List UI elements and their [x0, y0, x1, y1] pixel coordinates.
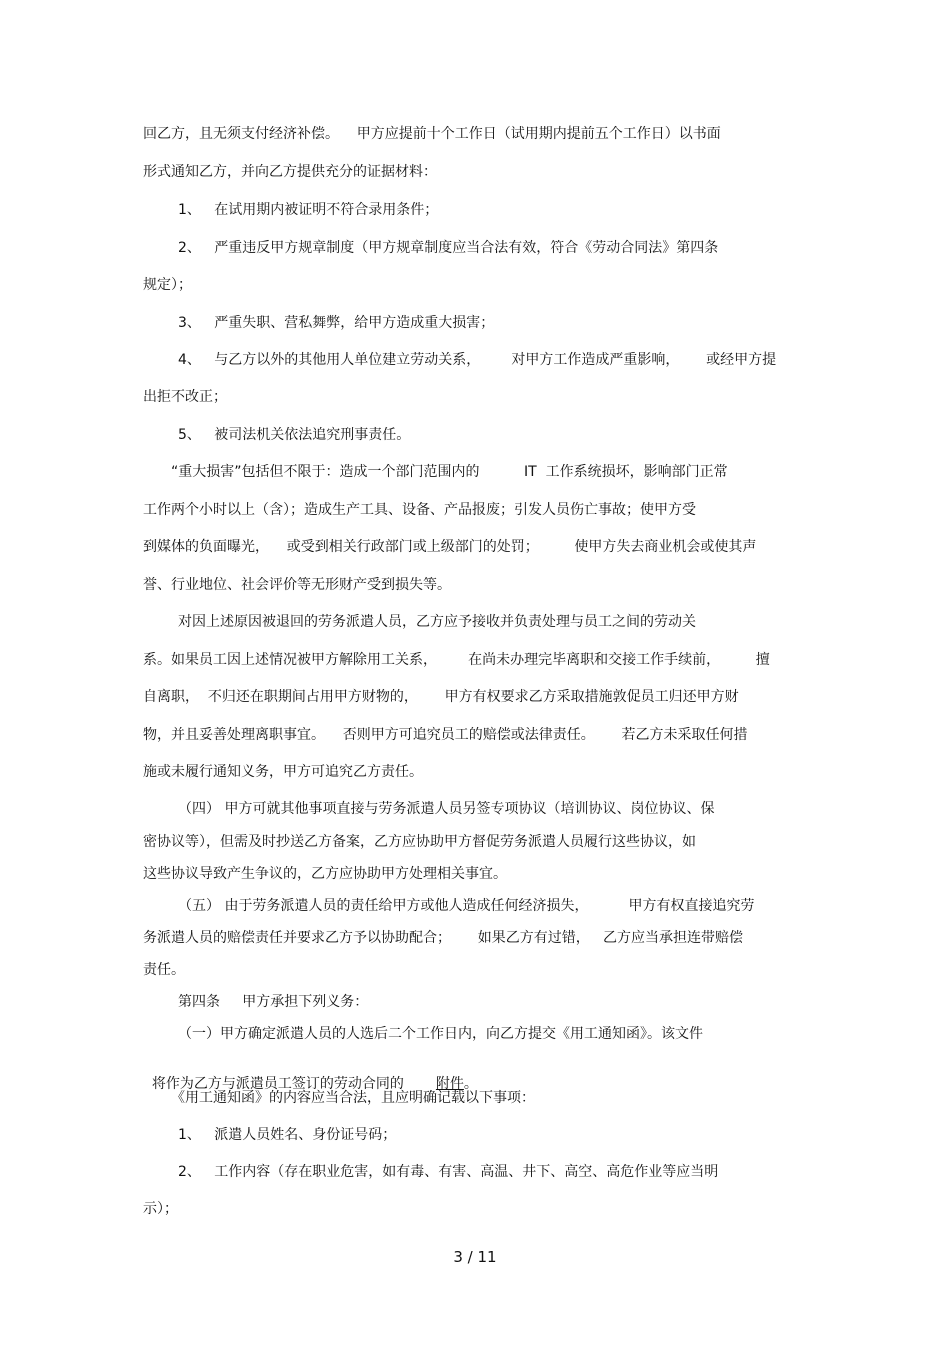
text-line: 对因上述原因被退回的劳务派遣人员，乙方应予接收并负责处理与员工之间的劳动关	[178, 614, 696, 630]
text-line: （五） 由于劳务派遣人员的责任给甲方或他人造成任何经济损失， 甲方有权直接追究劳	[178, 898, 755, 914]
text-segment: 。	[463, 1076, 478, 1092]
text-line: 回乙方，且无须支付经济补偿。 甲方应提前十个工作日（试用期内提前五个工作日）以书面	[143, 126, 721, 142]
text-line: 自离职， 不归还在职期间占用甲方财物的， 甲方有权要求乙方采取措施敦促员工归还甲方财	[143, 689, 739, 705]
text-line: 1、 在试用期内被证明不符合录用条件；	[178, 202, 439, 218]
text-line: 3、 严重失职、营私舞弊，给甲方造成重大损害；	[178, 315, 495, 331]
text-line: 密协议等），但需及时抄送乙方备案，乙方应协助甲方督促劳务派遣人员履行这些协议，如	[143, 834, 696, 850]
text-line: 出拒不改正；	[143, 389, 227, 405]
text-line: （四） 甲方可就其他事项直接与劳务派遣人员另签专项协议（培训协议、岗位协议、保	[178, 801, 715, 817]
text-line: 工作两个小时以上（含）；造成生产工具、设备、产品报废；引发人员伤亡事故；使甲方受	[143, 502, 696, 518]
text-line	[143, 1057, 478, 1093]
text-line: 誉、行业地位、社会评价等无形财产受到损失等。	[143, 577, 451, 593]
text-line: 5、 被司法机关依法追究刑事责任。	[178, 427, 411, 443]
text-line: 2、 工作内容（存在职业危害，如有毒、有害、高温、井下、高空、高危作业等应当明	[178, 1164, 719, 1180]
page-number: 3 / 11	[453, 1248, 497, 1266]
text-line: 4、 与乙方以外的其他用人单位建立劳动关系， 对甲方工作造成严重影响， 或经甲方提	[178, 352, 777, 368]
attachment-link: 附件	[435, 1076, 464, 1092]
text-line: 规定）；	[143, 277, 192, 293]
text-line: 2、 严重违反甲方规章制度（甲方规章制度应当合法有效，符合《劳动合同法》第四条	[178, 240, 719, 256]
text-line: 施或未履行通知义务，甲方可追究乙方责任。	[143, 764, 423, 780]
text-segment: 将作为乙方与派遣员工签订的劳动合同的	[151, 1076, 404, 1092]
text-line: 系。如果员工因上述情况被甲方解除用工关系， 在尚未办理完毕离职和交接工作手续前， 擅	[143, 652, 770, 668]
text-line: 形式通知乙方，并向乙方提供充分的证据材料：	[143, 164, 437, 180]
text-line: 物，并且妥善处理离职事宜。 否则甲方可追究员工的赔偿或法律责任。 若乙方未采取任何措	[143, 727, 748, 743]
text-line: 示）；	[143, 1201, 178, 1217]
text-line: （一）甲方确定派遣人员的人选后二个工作日内，向乙方提交《用工通知函》。该文件	[178, 1026, 703, 1042]
text-line: 到媒体的负面曝光， 或受到相关行政部门或上级部门的处罚； 使甲方失去商业机会或使其声	[143, 539, 757, 555]
text-line: 责任。	[143, 962, 185, 978]
text-line: 《用工通知函》的内容应当合法，且应明确记载以下事项：	[171, 1090, 535, 1106]
text-line: 务派遣人员的赔偿责任并要求乙方予以协助配合； 如果乙方有过错， 乙方应当承担连带赔偿	[143, 930, 744, 946]
text-line: 第四条 甲方承担下列义务：	[178, 994, 369, 1010]
text-line: “重大损害”包括但不限于：造成一个部门范围内的 IT 工作系统损坏，影响部门正常	[171, 464, 728, 480]
text-line: 这些协议导致产生争议的，乙方应协助甲方处理相关事宜。	[143, 866, 507, 882]
text-line: 1、 派遣人员姓名、身份证号码；	[178, 1127, 397, 1143]
